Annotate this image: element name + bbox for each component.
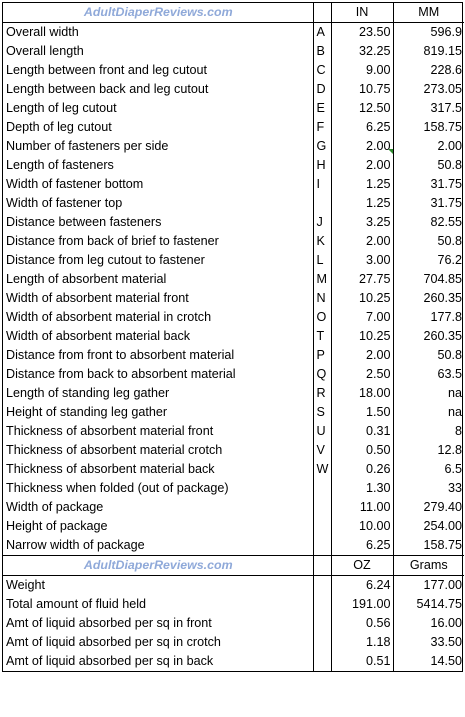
table-row [3,576,464,596]
row-label: Narrow width of package [3,536,313,556]
row-label: Length of fasteners [3,156,313,175]
unit-mm-header: MM [393,3,464,23]
row-value-secondary: 31.75 [430,196,462,210]
row-letter [313,498,331,517]
row-label: Width of absorbent material in crotch [3,308,313,327]
row-label: Height of standing leg gather [3,403,313,422]
row-label: Length of standing leg gather [3,384,313,403]
row-value-secondary: 5414.75 [416,597,462,611]
row-label: Weight [3,576,313,596]
row-value-primary: 18.00 [331,384,393,403]
table-row [3,270,464,289]
row-label: Width of absorbent material back [3,327,313,346]
table-row [3,479,464,498]
spec-table [3,3,464,671]
spec-sheet [2,2,463,672]
row-letter: H [313,156,331,175]
row-label: Height of package [3,517,313,536]
row-value-primary: 1.25 [331,175,393,194]
row-letter: I [313,175,331,194]
row-label: Thickness of absorbent material front [3,422,313,441]
subheader-letter-cell [313,556,331,576]
row-label: Length of absorbent material [3,270,313,289]
table-row [3,232,464,251]
row-value-primary: 3.25 [331,213,393,232]
comment-indicator-icon [388,149,393,154]
row-label: Length between back and leg cutout [3,80,313,99]
row-value-secondary: 273.05 [423,82,462,96]
row-letter: T [313,327,331,346]
row-value-secondary: 2.00 [437,139,462,153]
table-row [3,346,464,365]
row-value-secondary: 33.50 [430,635,462,649]
table-row [3,327,464,346]
row-letter: N [313,289,331,308]
table-row [3,23,464,43]
row-value-secondary: 158.75 [423,538,462,552]
row-value-secondary: 50.8 [437,348,462,362]
row-letter: L [313,251,331,270]
table-row [3,99,464,118]
row-label: Amt of liquid absorbed per sq in front [3,614,313,633]
row-value-secondary: 596.9 [430,25,462,39]
row-value-primary: 2.00 [331,137,393,156]
row-value-primary: 10.25 [331,289,393,308]
row-letter [313,633,331,652]
row-label: Width of fastener bottom [3,175,313,194]
row-letter: F [313,118,331,137]
row-value-secondary: 76.2 [437,253,462,267]
row-label: Width of package [3,498,313,517]
row-letter: W [313,460,331,479]
table-row [3,365,464,384]
row-value-secondary: 6.5 [444,462,462,476]
row-label: Overall length [3,42,313,61]
row-value-secondary: 31.75 [430,177,462,191]
row-label: Thickness when folded (out of package) [3,479,313,498]
row-value-secondary: 260.35 [423,291,462,305]
row-label: Width of absorbent material front [3,289,313,308]
row-value-primary: 1.25 [331,194,393,213]
table-row [3,652,464,671]
row-value-secondary: 33 [447,481,462,495]
row-letter: D [313,80,331,99]
subheader-row [3,556,464,576]
row-value-secondary: 50.8 [437,234,462,248]
row-letter: Q [313,365,331,384]
row-letter: C [313,61,331,80]
row-value-secondary: 819.15 [423,44,462,58]
row-value-secondary: 704.85 [423,272,462,286]
row-value-primary: 1.30 [331,479,393,498]
row-letter [313,194,331,213]
row-value-secondary: 317.5 [430,101,462,115]
row-letter: G [313,137,331,156]
table-row [3,61,464,80]
row-value-primary: 1.18 [331,633,393,652]
table-row [3,137,464,156]
row-letter: K [313,232,331,251]
table-row [3,175,464,194]
row-value-primary: 0.50 [331,441,393,460]
row-value-primary: 0.51 [331,652,393,671]
row-letter: R [313,384,331,403]
row-label: Distance from back to absorbent material [3,365,313,384]
table-row [3,118,464,137]
row-letter [313,479,331,498]
row-letter [313,576,331,596]
row-value-primary: 32.25 [331,42,393,61]
table-row [3,80,464,99]
row-value-primary: 0.26 [331,460,393,479]
spec-table-frame [2,2,463,672]
row-value-secondary: 177.8 [430,310,462,324]
row-label: Distance between fasteners [3,213,313,232]
row-letter: J [313,213,331,232]
row-value-primary: 6.25 [331,118,393,137]
table-row [3,42,464,61]
table-row [3,614,464,633]
row-value-primary: 11.00 [331,498,393,517]
row-value-secondary: 14.50 [430,654,462,668]
site-name-repeat: AdultDiaperReviews.com [3,556,313,576]
row-letter [313,652,331,671]
table-row [3,213,464,232]
row-value-secondary: 63.5 [437,367,462,381]
table-row [3,595,464,614]
row-value-primary: 191.00 [331,595,393,614]
table-row [3,194,464,213]
row-value-primary: 2.00 [331,346,393,365]
row-label: Overall width [3,23,313,43]
header-row [3,3,464,23]
row-label: Total amount of fluid held [3,595,313,614]
row-label: Distance from front to absorbent material [3,346,313,365]
row-value-secondary: 254.00 [423,519,462,533]
row-letter [313,614,331,633]
row-letter: M [313,270,331,289]
table-row [3,517,464,536]
row-label: Amt of liquid absorbed per sq in back [3,652,313,671]
table-row [3,460,464,479]
row-value-secondary: 260.35 [423,329,462,343]
row-label: Thickness of absorbent material crotch [3,441,313,460]
table-row [3,289,464,308]
table-row [3,633,464,652]
row-letter: S [313,403,331,422]
header-letter-cell [313,3,331,23]
row-letter: O [313,308,331,327]
row-label: Depth of leg cutout [3,118,313,137]
table-row [3,441,464,460]
unit-grams-header: Grams [393,556,464,576]
row-value-primary: 1.50 [331,403,393,422]
row-value-primary: 3.00 [331,251,393,270]
row-label: Distance from back of brief to fastener [3,232,313,251]
site-name: AdultDiaperReviews.com [3,3,313,23]
row-value-secondary: na [447,386,462,400]
row-value-primary: 0.31 [331,422,393,441]
row-value-primary: 6.24 [331,576,393,596]
row-label: Length of leg cutout [3,99,313,118]
row-value-primary: 2.50 [331,365,393,384]
row-value-secondary: 12.8 [437,443,462,457]
row-letter: P [313,346,331,365]
table-row [3,384,464,403]
row-value-primary: 12.50 [331,99,393,118]
row-value-primary: 0.56 [331,614,393,633]
row-value-secondary: 279.40 [423,500,462,514]
row-value-secondary: 50.8 [437,158,462,172]
row-value-secondary: 82.55 [430,215,462,229]
row-value-primary: 10.75 [331,80,393,99]
row-value-primary: 23.50 [331,23,393,43]
row-value-primary: 7.00 [331,308,393,327]
row-label: Distance from leg cutout to fastener [3,251,313,270]
table-row [3,251,464,270]
row-value-secondary: 177.00 [423,578,462,592]
row-label: Length between front and leg cutout [3,61,313,80]
row-letter: V [313,441,331,460]
row-value-primary: 10.25 [331,327,393,346]
unit-in-header: IN [331,3,393,23]
row-letter: E [313,99,331,118]
row-value-secondary: 228.6 [430,63,462,77]
row-letter [313,517,331,536]
row-value-primary: 9.00 [331,61,393,80]
row-letter [313,536,331,556]
table-row [3,403,464,422]
row-label: Width of fastener top [3,194,313,213]
row-value-secondary: na [447,405,462,419]
row-letter: U [313,422,331,441]
row-value-secondary: 8 [454,424,462,438]
row-letter: B [313,42,331,61]
row-label: Number of fasteners per side [3,137,313,156]
unit-oz-header: OZ [331,556,393,576]
table-row [3,498,464,517]
row-value-primary: 10.00 [331,517,393,536]
table-row [3,156,464,175]
row-label: Amt of liquid absorbed per sq in crotch [3,633,313,652]
row-letter [313,595,331,614]
row-label: Thickness of absorbent material back [3,460,313,479]
row-value-secondary: 158.75 [423,120,462,134]
row-value-primary: 27.75 [331,270,393,289]
row-value-primary: 6.25 [331,536,393,556]
table-row [3,422,464,441]
row-value-primary: 2.00 [331,232,393,251]
table-row [3,536,464,556]
row-value-primary: 2.00 [331,156,393,175]
row-letter: A [313,23,331,43]
row-value-secondary: 16.00 [430,616,462,630]
table-row [3,308,464,327]
